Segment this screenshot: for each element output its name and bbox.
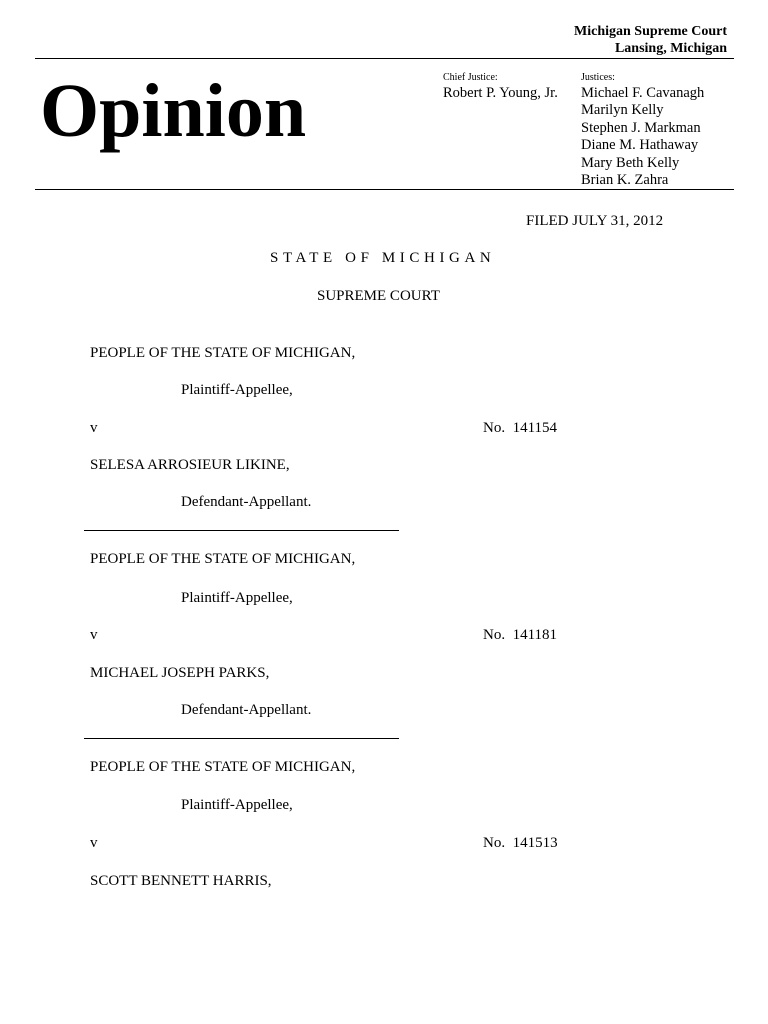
court-heading: SUPREME COURT (317, 288, 440, 304)
header-bottom-rule (35, 189, 734, 190)
case-separator (84, 738, 399, 739)
justice-name: Brian K. Zahra (581, 171, 669, 188)
case-number: No. 141154 (483, 420, 558, 436)
header-top-rule (35, 58, 734, 59)
case-defendant: SCOTT BENNETT HARRIS, (90, 873, 272, 889)
case-versus: v (90, 835, 98, 851)
state-heading: STATE OF MICHIGAN (270, 250, 496, 266)
justice-name: Stephen J. Markman (581, 119, 701, 136)
case-versus: v (90, 627, 98, 643)
justices-label: Justices: (581, 72, 615, 83)
justices-list (581, 85, 704, 189)
case-plaintiff: PEOPLE OF THE STATE OF MICHIGAN, (90, 759, 356, 775)
case-plaintiff-role: Plaintiff-Appellee, (181, 590, 293, 606)
case-defendant-role: Defendant-Appellant. (181, 702, 312, 718)
court-location: Lansing, Michigan (614, 41, 727, 56)
case-versus: v (90, 420, 98, 436)
case-number: No. 141513 (483, 835, 558, 851)
case-defendant-role: Defendant-Appellant. (181, 494, 312, 510)
justice-name: Marilyn Kelly (581, 102, 664, 119)
court-name: Michigan Supreme Court (574, 24, 727, 39)
filed-date: FILED JULY 31, 2012 (526, 213, 664, 229)
case-separator (84, 530, 399, 531)
court-header (574, 23, 727, 57)
case-plaintiff-role: Plaintiff-Appellee, (181, 382, 293, 398)
case-defendant: MICHAEL JOSEPH PARKS, (90, 665, 270, 681)
justice-name: Diane M. Hathaway (581, 137, 699, 154)
chief-justice-label: Chief Justice: (443, 72, 498, 83)
justice-name: Michael F. Cavanagh (581, 85, 705, 101)
case-number: No. 141181 (483, 627, 558, 643)
case-plaintiff: PEOPLE OF THE STATE OF MICHIGAN, (90, 551, 356, 567)
case-plaintiff-role: Plaintiff-Appellee, (181, 797, 293, 813)
justice-name: Mary Beth Kelly (581, 154, 680, 171)
case-defendant: SELESA ARROSIEUR LIKINE, (90, 457, 290, 473)
case-plaintiff: PEOPLE OF THE STATE OF MICHIGAN, (90, 345, 356, 361)
chief-justice-name: Robert P. Young, Jr. (443, 85, 558, 101)
opinion-title: Opinion (40, 69, 307, 153)
